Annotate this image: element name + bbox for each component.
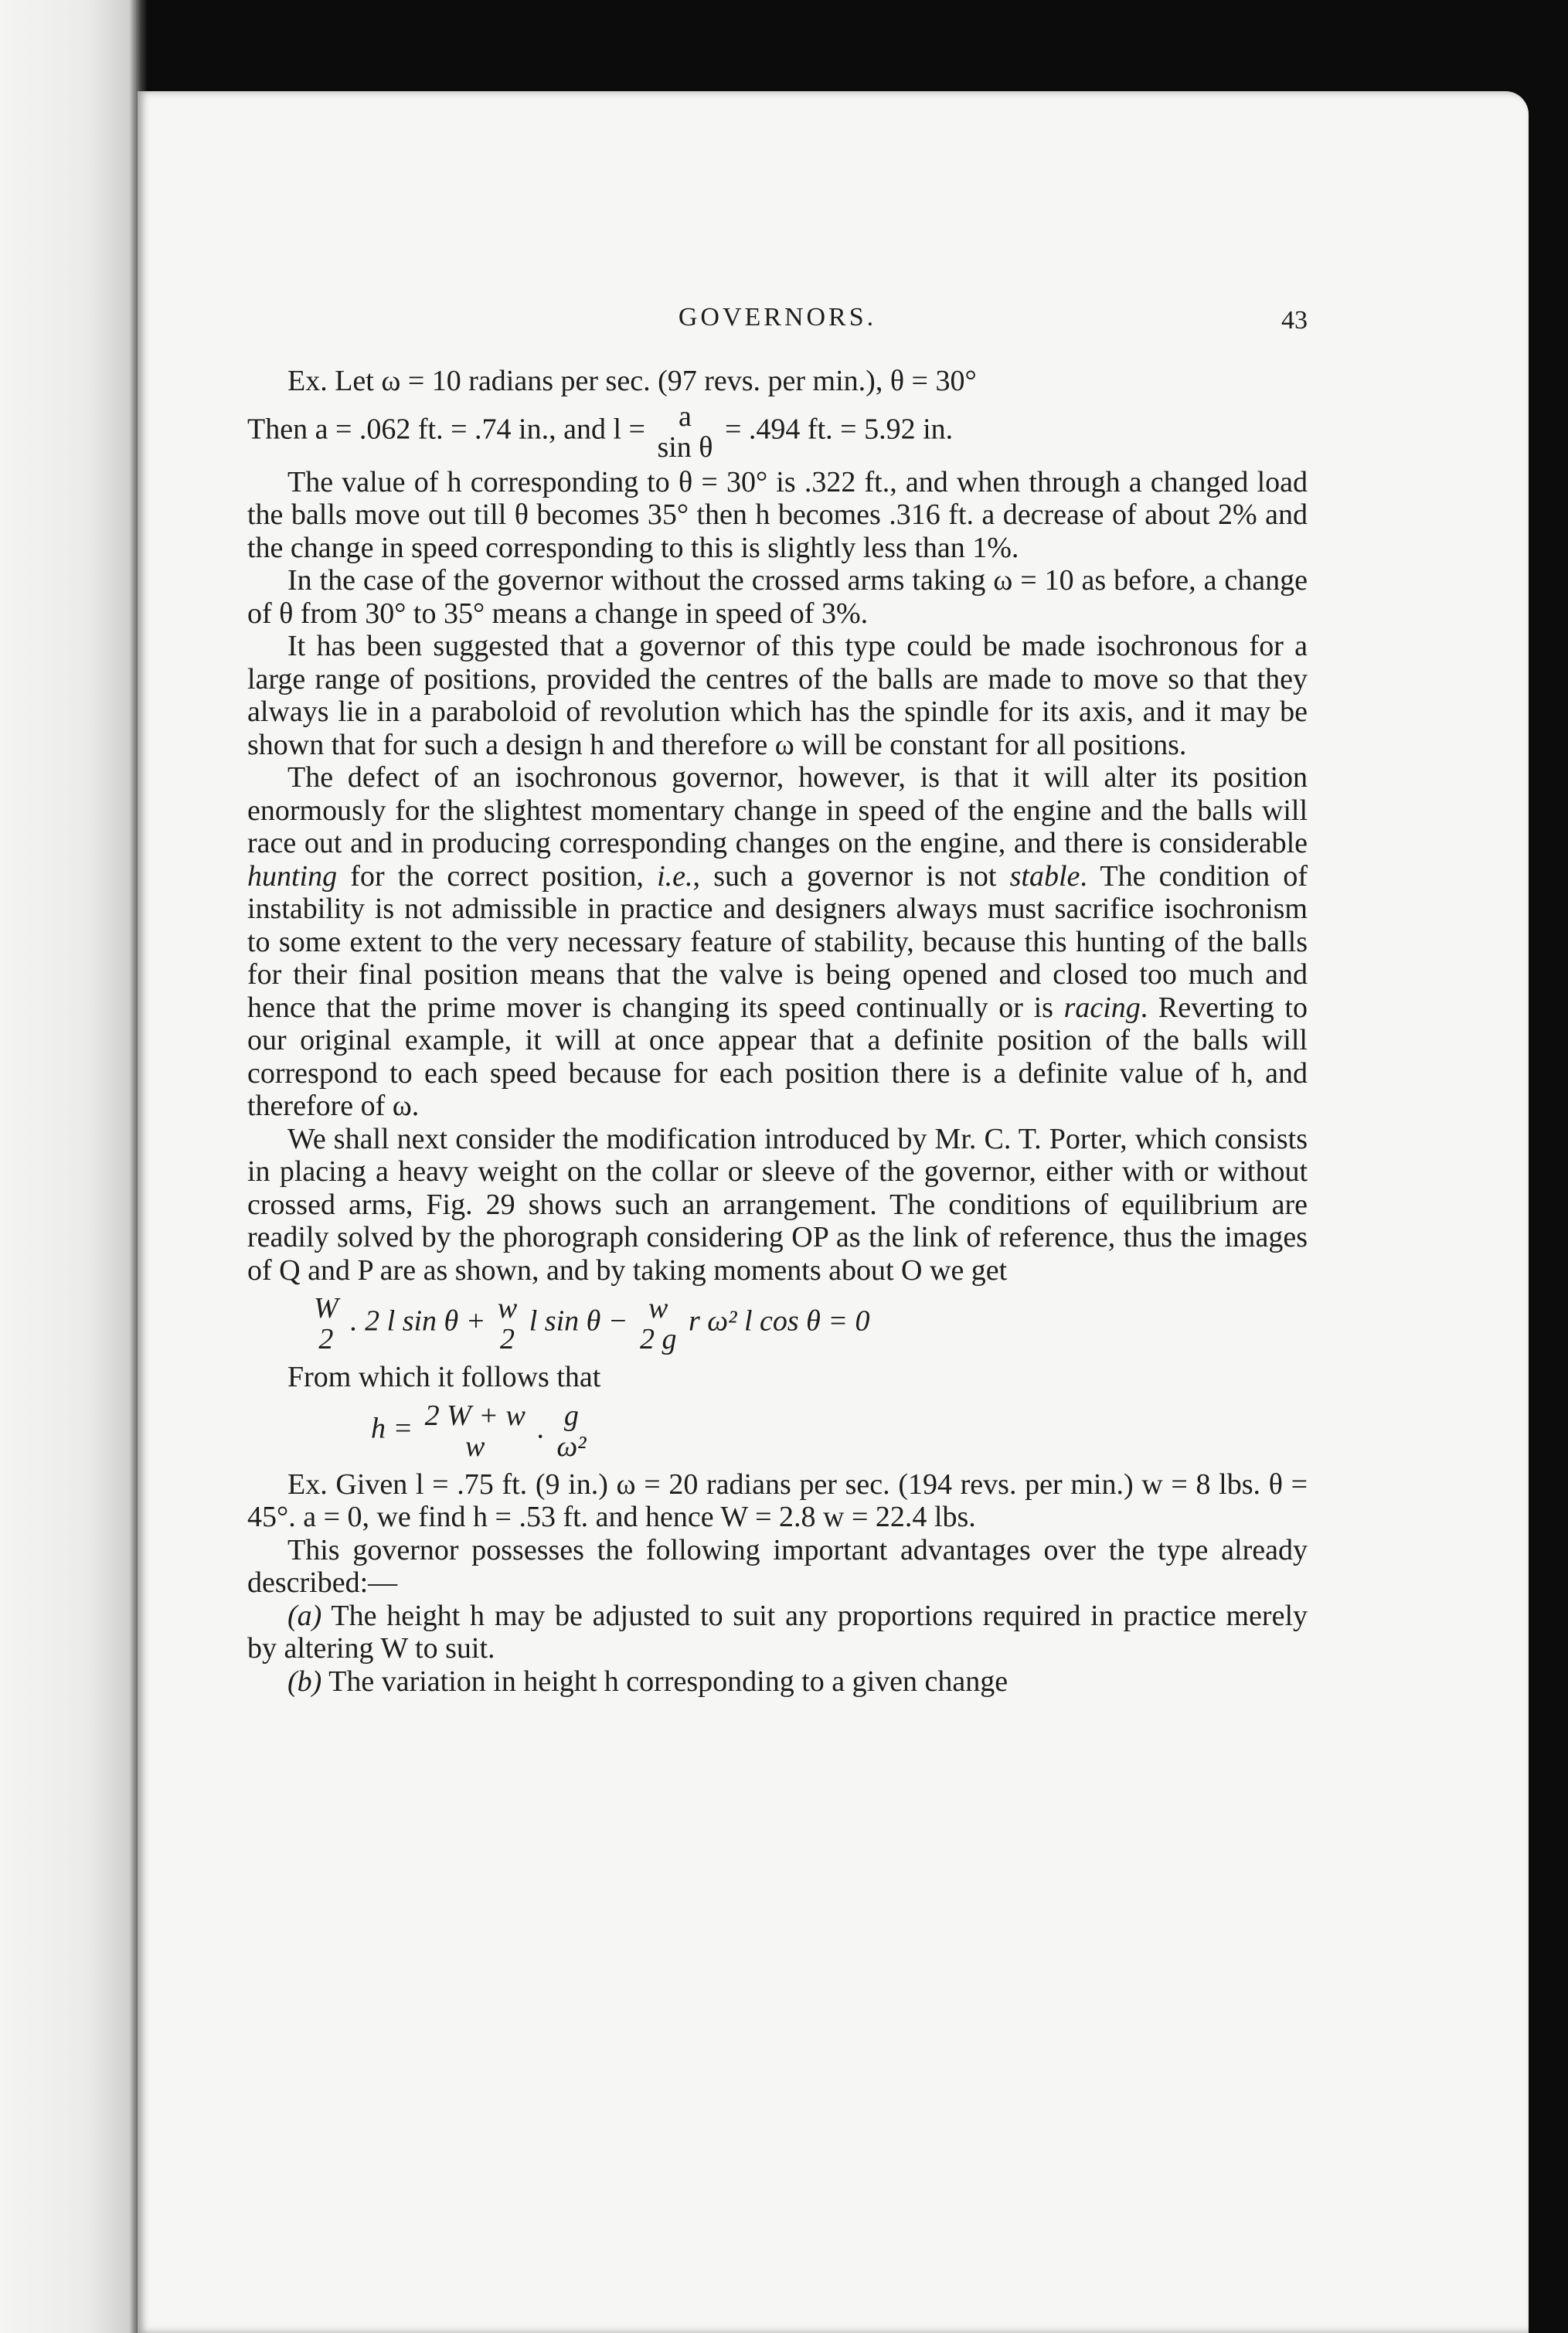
p4-text-a: The defect of an isochronous governor, however, is that it will alter its position enormously for the slightest momentary change in speed of the engine and the balls will race out and in producing corresponding changes on the engine, and there is considerable xyxy=(247,761,1308,859)
item-b-label: (b) xyxy=(287,1665,322,1698)
item-b-text: The variation in height h corresponding to a given change xyxy=(321,1665,1008,1698)
p4-text-c: , such a governor is not xyxy=(692,859,1010,893)
frac-w-2 xyxy=(498,1293,517,1355)
equation-2 xyxy=(371,1400,1308,1462)
frac-den: 2 xyxy=(318,1323,334,1355)
frac-2W-w xyxy=(425,1400,526,1462)
then-rest-text: = .494 ft. = 5.92 in. xyxy=(725,413,954,446)
paragraph-5: We shall next consider the modification introduced by Mr. C. T. Porter, which consists in placing a heavy weight on the collar or sleeve of the governor, either with or without crossed arms, Fig. 29 shows such an arrangement. The conditions of equilibrium are readily solved by the phorograph considering OP as the link of reference, thus the images of Q and P are as shown, and by taking moments about O we get xyxy=(247,1122,1308,1287)
frac-den: 2 xyxy=(500,1323,515,1355)
item-a-label: (a) xyxy=(287,1599,322,1632)
equation-1 xyxy=(309,1293,1308,1355)
page-header xyxy=(247,297,1308,335)
eq2-dot: . xyxy=(537,1412,545,1445)
page-content xyxy=(247,297,1308,1698)
p4-italic-ie: i.e. xyxy=(657,859,693,893)
paragraph-6: This governor possesses the following important advantages over the type already described:— xyxy=(247,1533,1308,1599)
from-which-line: From which it follows that xyxy=(287,1361,601,1393)
frac-num: g xyxy=(563,1399,579,1432)
p4-text-e: . Reverting to our original example, it will at once appear that a definite position of the balls will correspond to each speed because for each position there is a definite value of h, and therefore of ω. xyxy=(247,991,1308,1122)
page-number: 43 xyxy=(1281,306,1308,335)
paragraph-3: It has been suggested that a governor of this type could be made isochronous for a large range of positions, provided the centres of the balls are made to move so that they always lie in a paraboloid of revolution which has the spindle for its axis, and it may be shown that for such a design h and therefore ω will be constant for all positions. xyxy=(247,630,1308,761)
frac-den: w xyxy=(465,1430,485,1463)
frac-den: ω² xyxy=(556,1430,587,1463)
frac-num: w xyxy=(648,1292,668,1325)
eq2-h: h = xyxy=(371,1412,413,1445)
frac-num: w xyxy=(497,1292,518,1325)
example-line: Ex. Let ω = 10 radians per sec. (97 revs. per min.), θ = 30° xyxy=(287,365,977,397)
frac-num: 2 W + w xyxy=(424,1399,526,1432)
frac-den: 2 g xyxy=(639,1323,677,1355)
eq1-term1: . 2 l sin θ + xyxy=(350,1304,486,1338)
p4-text-d: . The condition of instability is not admissible in practice and designers always must sacrifice isochronism to some extent to the very necessary feature of stability, because this hunting of the balls for their final position means that the valve is being opened and closed too much and hence that the prime mover is changing its speed continually or is xyxy=(247,859,1308,1024)
frac-g-omega2 xyxy=(556,1400,586,1462)
frac-w-2g xyxy=(640,1293,677,1355)
p4-italic-stable: stable xyxy=(1009,859,1080,893)
item-a xyxy=(247,1600,1308,1665)
paragraph-4 xyxy=(247,761,1308,1123)
eq1-term3: r ω² l cos θ = 0 xyxy=(688,1304,870,1338)
p4-italic-hunting: hunting xyxy=(247,859,338,893)
then-a-text: Then a = .062 ft. = .74 in., and l = xyxy=(247,413,645,446)
paragraph-1: The value of h corresponding to θ = 30° is .322 ft., and when through a changed load the balls move out till θ becomes 35° then h becomes .316 ft. a decrease of about 2% and the change in speed corresponding to this is slightly less than 1%. xyxy=(247,465,1308,564)
eq1-term2: l sin θ − xyxy=(529,1304,628,1338)
frac-num: W xyxy=(314,1292,338,1325)
p4-italic-racing: racing xyxy=(1063,991,1141,1024)
p4-text-b: for the correct position, xyxy=(337,859,658,893)
item-b xyxy=(247,1665,1308,1699)
then-line xyxy=(247,401,1308,463)
item-a-text: The height h may be adjusted to suit any proportions required in practice merely by altering W to suit. xyxy=(247,1599,1308,1665)
running-title: GOVERNORS. xyxy=(678,303,877,332)
frac-numerator: a xyxy=(679,400,692,433)
book-spine xyxy=(0,0,147,2333)
paragraph-2: In the case of the governor without the crossed arms taking ω = 10 as before, a change of θ from 30° to 35° means a change in speed of 3%. xyxy=(247,564,1308,630)
example-2: Ex. Given l = .75 ft. (9 in.) ω = 20 radians per sec. (194 revs. per min.) w = 8 lbs. θ = 45°. a = 0, we find h = .53 ft. and hence W = 2.8 w = 22.4 lbs. xyxy=(247,1467,1308,1533)
fraction-a-sin xyxy=(657,401,713,463)
frac-denominator: sin θ xyxy=(657,430,713,464)
frac-W-2 xyxy=(314,1293,338,1355)
